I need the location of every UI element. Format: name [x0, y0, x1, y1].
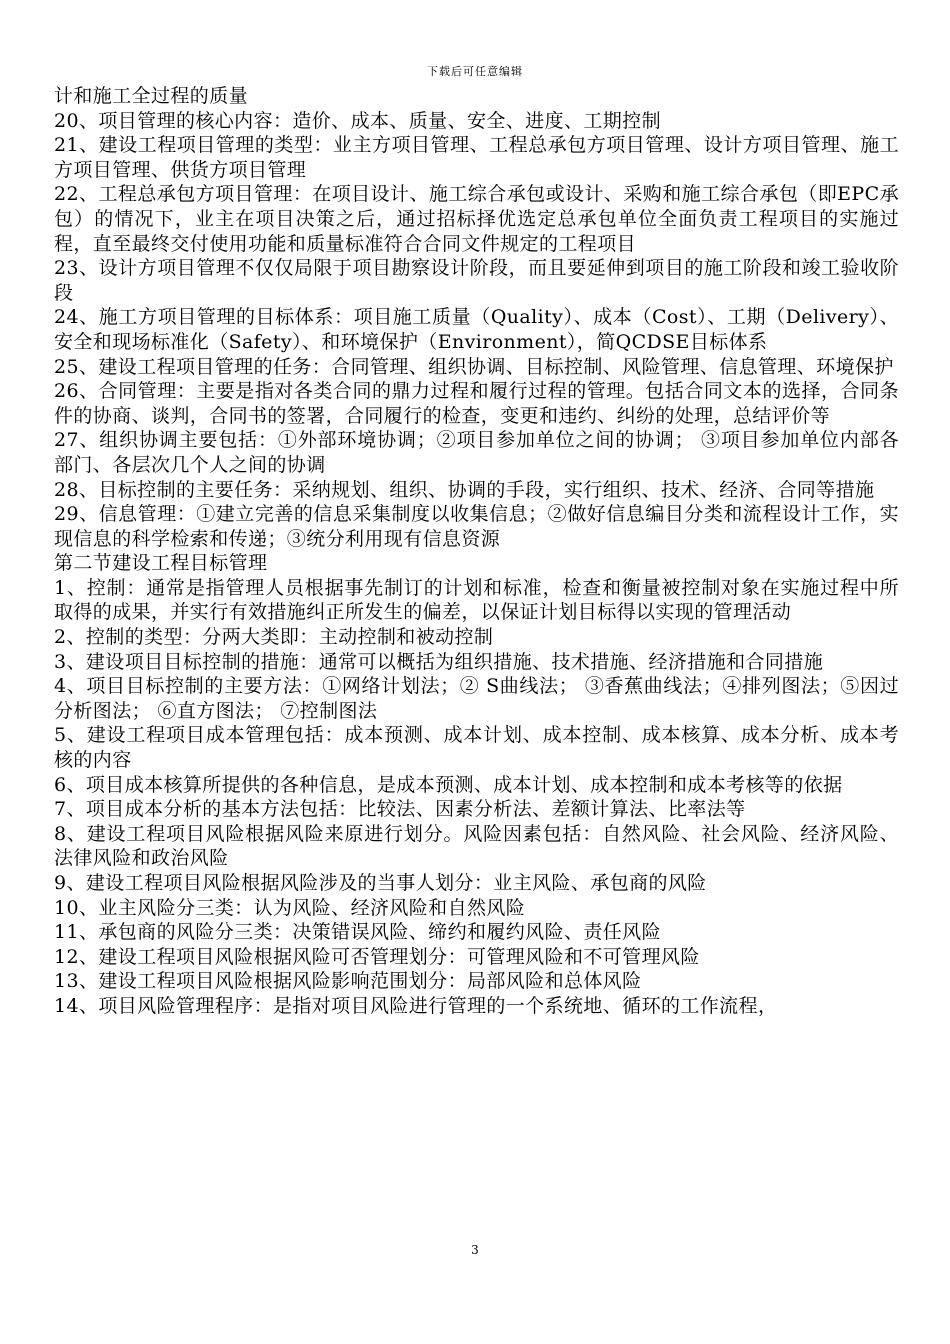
paragraph: 14、项目风险管理程序：是指对项目风险进行管理的一个系统地、循环的工作流程，	[54, 994, 778, 1017]
paragraph: 1、控制：通常是指管理人员根据事先制订的计划和标准，检查和衡量被控制对象在实施过程中所取得的成果，并实行有效措施纠正所发生的偏差，以保证计划目标得以实现的管理活动	[54, 576, 899, 624]
paragraph: 3、建设项目目标控制的措施：通常可以概括为组织措施、技术措施、经济措施和合同措施	[54, 650, 824, 673]
page-header-note: 下载后可任意编辑	[427, 65, 523, 78]
paragraph: 23、设计方项目管理不仅仅局限于项目勘察设计阶段，而且要延伸到项目的施工阶段和竣工验收阶段	[54, 257, 899, 304]
paragraph: 26、合同管理：主要是指对各类合同的鼎力过程和履行过程的管理。包括合同文本的选择，合同条件的协商、谈判，合同书的签署，合同履行的检查，变更和违约、纠纷的处理，总结评价等	[54, 380, 899, 427]
paragraph: 21、建设工程项目管理的类型：业主方项目管理、工程总承包方项目管理、设计方项目管理、施工方项目管理、供货方项目管理	[54, 134, 899, 181]
paragraph: 6、项目成本核算所提供的各种信息，是成本预测、成本计划、成本控制和成本考核等的依据	[54, 773, 843, 796]
paragraph: 20、项目管理的核心内容：造价、成本、质量、安全、进度、工期控制	[54, 109, 661, 132]
paragraph: 4、项目目标控制的主要方法：①网络计划法；② S曲线法； ③香蕉曲线法；④排列图法；⑤因过分析图法； ⑥直方图法； ⑦控制图法	[54, 675, 899, 722]
paragraph: 28、目标控制的主要任务：采纳规划、组织、协调的手段，实行组织、技术、经济、合同等措施	[54, 478, 875, 501]
paragraph: 5、建设工程项目成本管理包括：成本预测、成本计划、成本控制、成本核算、成本分析、成本考核的内容	[54, 724, 899, 772]
paragraph: 8、建设工程项目风险根据风险来原进行划分。风险因素包括：自然风险、社会风险、经济风险、法律风险和政治风险	[54, 822, 899, 870]
paragraph: 计和施工全过程的质量	[54, 85, 249, 107]
page-number: 3	[471, 1243, 479, 1257]
paragraph: 13、建设工程项目风险根据风险影响范围划分：局部风险和总体风险	[54, 970, 642, 993]
document-body	[54, 84, 899, 1019]
paragraph: 22、工程总承包方项目管理：在项目设计、施工综合承包或设计、采购和施工综合承包（即EPC承包）的情况下，业主在项目决策之后，通过招标择优选定总承包单位全面负责工程项目的实施过程，直至最终交付使用功能和质量标准符合合同文件规定的工程项目	[54, 183, 899, 255]
paragraph: 11、承包商的风险分三类：决策错误风险、缔约和履约风险、责任风险	[54, 921, 661, 944]
paragraph: 12、建设工程项目风险根据风险可否管理划分：可管理风险和不可管理风险	[54, 945, 700, 968]
paragraph: 2、控制的类型：分两大类即：主动控制和被动控制	[54, 626, 494, 649]
paragraph: 7、项目成本分析的基本方法包括：比较法、因素分析法、差额计算法、比率法等	[54, 798, 746, 821]
paragraph: 27、组织协调主要包括：①外部环境协调；②项目参加单位之间的协调； ③项目参加单位内部各部门、各层次几个人之间的协调	[54, 429, 899, 476]
paragraph: 10、业主风险分三类：认为风险、经济风险和自然风险	[54, 896, 526, 919]
section-heading: 第二节建设工程目标管理	[54, 552, 268, 575]
paragraph: 25、建设工程项目管理的任务：合同管理、组织协调、目标控制、风险管理、信息管理、环境保护	[54, 355, 894, 378]
paragraph: 9、建设工程项目风险根据风险涉及的当事人划分：业主风险、承包商的风险	[54, 872, 707, 894]
paragraph: 24、施工方项目管理的目标体系：项目施工质量（Quality）、成本（Cost）、工期（Delivery）、安全和现场标准化（Safety）、和环境保护（Environment），简QCDSE目标体系	[54, 306, 899, 353]
paragraph: 29、信息管理：①建立完善的信息采集制度以收集信息；②做好信息编目分类和流程设计工作，实现信息的科学检索和传递；③统分利用现有信息资源	[54, 503, 899, 550]
